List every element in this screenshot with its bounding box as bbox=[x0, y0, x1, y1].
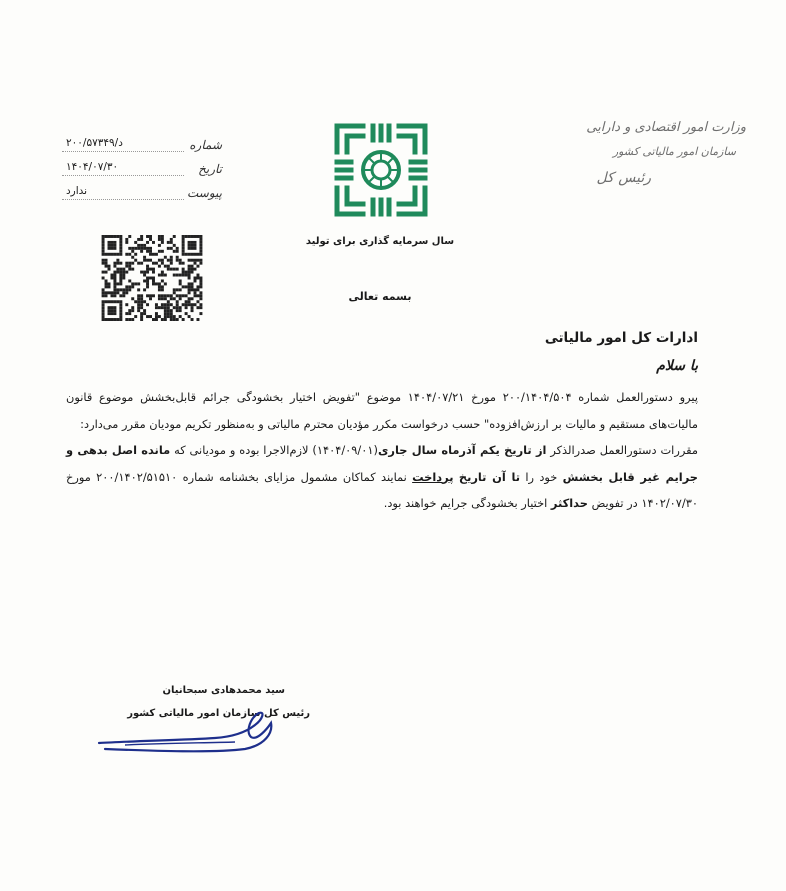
attachment-label: پیوست bbox=[187, 186, 222, 200]
signature-icon bbox=[95, 705, 285, 757]
ministry-name: وزارت امور اقتصادی و دارایی bbox=[586, 120, 746, 135]
date-value: ۱۴۰۴/۰۷/۳۰ bbox=[62, 159, 184, 176]
qr-code-icon bbox=[101, 235, 203, 321]
number-value: د/۲۰۰/۵۷۳۴۹ bbox=[62, 135, 184, 152]
p2-debt-terms: مانده اصل بدهی و جرایم غیر قابل بخشش bbox=[66, 443, 698, 484]
basmala: بسمه تعالی bbox=[348, 290, 412, 303]
tax-organization-logo-icon bbox=[333, 122, 429, 218]
p2-text-a: مقررات دستورالعمل صدرالذکر bbox=[546, 443, 698, 457]
date-label: تاریخ bbox=[198, 162, 222, 176]
year-slogan: سال سرمایه گذاری برای تولید bbox=[305, 236, 455, 247]
p2-text-e: خود را bbox=[520, 469, 563, 484]
p2-deadline: تا آن تاریخ bbox=[458, 469, 520, 484]
p2-maximum: حداکثر bbox=[550, 496, 588, 510]
head-title: رئیس کل bbox=[596, 170, 651, 186]
greeting: با سلام bbox=[656, 358, 698, 374]
paragraph-1: پیرو دستورالعمل شماره ۲۰۰/۱۴۰۴/۵۰۴ مورخ ۱۴۰۴/۰۷/۲۱ موضوع "تفویض اختیار بخشودگی جرائم قابل‌بخشش موضوع قانون مالیات‌های مستقیم و مالیات بر ارزش‌افزوده" حسب درخواست مکرر مؤدیان محترم مالیاتی و به‌منظور تکریم مودیان مقرر می‌دارد: bbox=[66, 390, 698, 431]
paragraph-2 bbox=[66, 437, 698, 517]
letter-meta bbox=[62, 128, 222, 200]
letter-body bbox=[66, 330, 698, 517]
ministry-header bbox=[556, 120, 746, 186]
number-row bbox=[62, 128, 222, 152]
number-label: شماره bbox=[189, 138, 222, 152]
p2-text-h: نمایند کماکان مشمول مزایای بخشنامه شماره ۲۰۰/۱۴۰۲/۵۱۵۱۰ مورخ ۱۴۰۲/۰۷/۳۰ در تفویض bbox=[66, 469, 698, 510]
organization-name: سازمان امور مالیاتی کشور bbox=[612, 145, 736, 158]
attachment-row bbox=[62, 176, 222, 200]
attachment-value: ندارد bbox=[62, 183, 184, 200]
signer-title: رئیس کل سازمان امور مالیاتی کشور bbox=[127, 708, 310, 719]
p2-text-c: (۱۴۰۴/۰۹/۰۱) لازم‌الاجرا بوده و مودیانی که bbox=[170, 443, 378, 457]
p2-text-j: اختیار بخشودگی جرایم خواهند بود. bbox=[383, 496, 551, 510]
signer-name: سید محمدهادی سبحانیان bbox=[162, 685, 285, 696]
p2-payment: پرداخت bbox=[412, 469, 454, 484]
date-row bbox=[62, 152, 222, 176]
p2-effective-date: از تاریخ یکم آذرماه سال جاری bbox=[377, 443, 547, 457]
recipient: ادارات کل امور مالیاتی bbox=[544, 330, 698, 346]
